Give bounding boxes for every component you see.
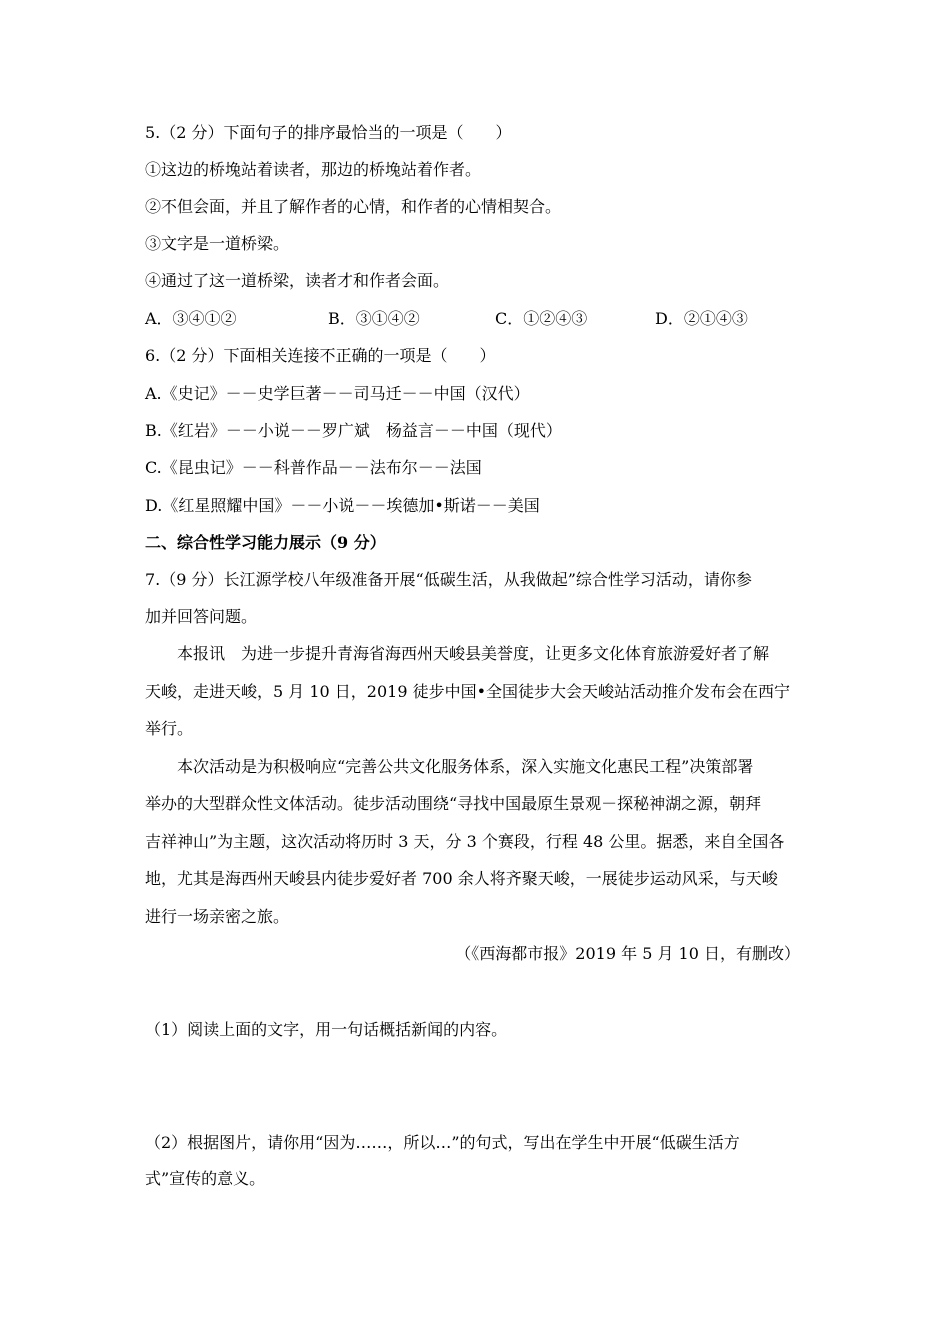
q5-option-d: D．②①④③ — [655, 309, 748, 328]
q5-sentence-3: ③文字是一道桥梁。 — [145, 234, 290, 253]
news-source: （《西海都市报》2019 年 5 月 10 日，有删改） — [455, 944, 800, 963]
q7-sub-2-line-1: （2）根据图片，请你用“因为……，所以…”的句式，写出在学生中开展“低碳生活方 — [145, 1133, 740, 1152]
q5-option-b: B．③①④② — [328, 309, 420, 328]
news-p2-line-5: 进行一场亲密之旅。 — [145, 907, 290, 926]
news-p2-line-1: 本次活动是为积极响应“完善公共文化服务体系，深入实施文化惠民工程”决策部署 — [177, 757, 754, 776]
section-2-heading: 二、综合性学习能力展示（9 分） — [145, 533, 386, 552]
q5-sentence-1: ①这边的桥堍站着读者，那边的桥堍站着作者。 — [145, 160, 482, 179]
q6-stem: 6.（2 分）下面相关连接不正确的一项是（ ） — [145, 346, 496, 365]
q6-option-b: B.《红岩》－－小说－－罗广斌 杨益言－－中国（现代） — [145, 421, 562, 440]
news-p1-line-2: 天峻，走进天峻，5 月 10 日，2019 徒步中国•全国徒步大会天峻站活动推介发布会在西宁 — [145, 682, 791, 701]
q5-sentence-4: ④通过了这一道桥梁，读者才和作者会面。 — [145, 271, 450, 290]
q7-stem-line-1: 7.（9 分）长江源学校八年级准备开展“低碳生活，从我做起”综合性学习活动，请你参 — [145, 570, 752, 589]
news-p2-line-4: 地，尤其是海西州天峻县内徒步爱好者 700 余人将齐聚天峻，一展徒步运动风采，与天峻 — [145, 869, 778, 888]
q5-option-a: A．③④①② — [145, 309, 237, 328]
q5-option-c: C．①②④③ — [495, 309, 588, 328]
q7-sub-1: （1）阅读上面的文字，用一句话概括新闻的内容。 — [145, 1020, 508, 1039]
news-p1-line-3: 举行。 — [145, 719, 194, 738]
q7-sub-2-line-2: 式”宣传的意义。 — [145, 1169, 266, 1188]
news-p2-line-3: 吉祥神山”为主题，这次活动将历时 3 天，分 3 个赛段，行程 48 公里。据悉，来自全国各 — [145, 832, 785, 851]
q7-stem-line-2: 加并回答问题。 — [145, 607, 258, 626]
q6-option-d: D.《红星照耀中国》－－小说－－埃德加•斯诺－－美国 — [145, 496, 540, 515]
news-p1-line-1: 本报讯 为进一步提升青海省海西州天峻县美誉度，让更多文化体育旅游爱好者了解 — [177, 644, 770, 663]
q5-stem: 5.（2 分）下面句子的排序最恰当的一项是（ ） — [145, 123, 512, 142]
q6-option-c: C.《昆虫记》－－科普作品－－法布尔－－法国 — [145, 458, 482, 477]
q6-option-a: A.《史记》－－史学巨著－－司马迁－－中国（汉代） — [145, 384, 530, 403]
q5-sentence-2: ②不但会面，并且了解作者的心情，和作者的心情相契合。 — [145, 197, 562, 216]
news-p2-line-2: 举办的大型群众性文体活动。徒步活动围绕“寻找中国最原生景观－探秘神湖之源，朝拜 — [145, 794, 762, 813]
